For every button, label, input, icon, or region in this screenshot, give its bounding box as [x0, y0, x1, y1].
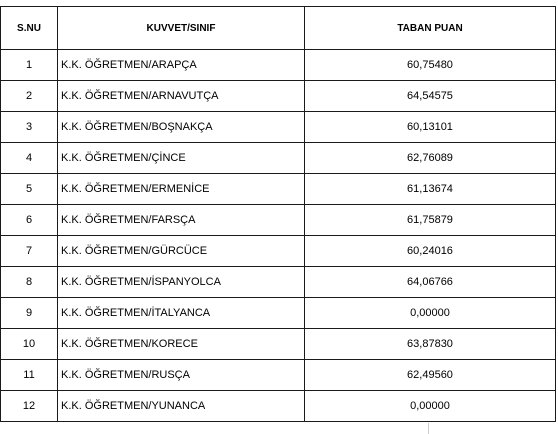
table-row [1, 50, 556, 81]
row-kuvvet-sinif: K.K. ÖĞRETMEN/GÜRCÜCE [58, 236, 305, 267]
table-row [1, 391, 556, 422]
table-row [1, 329, 556, 360]
row-kuvvet-sinif: K.K. ÖĞRETMEN/BOŞNAKÇA [58, 112, 305, 143]
row-taban-puan: 61,75879 [305, 205, 556, 236]
row-kuvvet-sinif: K.K. ÖĞRETMEN/ERMENİCE [58, 174, 305, 205]
row-number: 8 [1, 267, 58, 298]
header-kuvvet-sinif: KUVVET/SINIF [58, 7, 305, 50]
score-table-container [0, 6, 555, 422]
table-row [1, 298, 556, 329]
header-taban-puan: TABAN PUAN [305, 7, 556, 50]
row-number: 12 [1, 391, 58, 422]
row-kuvvet-sinif: K.K. ÖĞRETMEN/FARSÇA [58, 205, 305, 236]
row-kuvvet-sinif: K.K. ÖĞRETMEN/İTALYANCA [58, 298, 305, 329]
table-row [1, 143, 556, 174]
row-taban-puan: 64,54575 [305, 81, 556, 112]
row-taban-puan: 63,87830 [305, 329, 556, 360]
table-row [1, 236, 556, 267]
row-number: 9 [1, 298, 58, 329]
row-taban-puan: 60,75480 [305, 50, 556, 81]
table-row [1, 174, 556, 205]
row-kuvvet-sinif: K.K. ÖĞRETMEN/RUSÇA [58, 360, 305, 391]
row-taban-puan: 64,06766 [305, 267, 556, 298]
row-taban-puan: 61,13674 [305, 174, 556, 205]
table-header-row [1, 7, 556, 50]
row-number: 3 [1, 112, 58, 143]
row-kuvvet-sinif: K.K. ÖĞRETMEN/ARNAVUTÇA [58, 81, 305, 112]
row-taban-puan: 62,49560 [305, 360, 556, 391]
table-row [1, 267, 556, 298]
grid-line-fragment [428, 423, 429, 434]
row-taban-puan: 60,13101 [305, 112, 556, 143]
row-kuvvet-sinif: K.K. ÖĞRETMEN/İSPANYOLCA [58, 267, 305, 298]
table-row [1, 360, 556, 391]
score-table [0, 6, 556, 422]
table-row [1, 81, 556, 112]
row-number: 2 [1, 81, 58, 112]
row-taban-puan: 62,76089 [305, 143, 556, 174]
table-row [1, 112, 556, 143]
row-kuvvet-sinif: K.K. ÖĞRETMEN/YUNANCA [58, 391, 305, 422]
row-number: 7 [1, 236, 58, 267]
row-kuvvet-sinif: K.K. ÖĞRETMEN/KORECE [58, 329, 305, 360]
row-number: 6 [1, 205, 58, 236]
row-number: 11 [1, 360, 58, 391]
header-sn: S.NU [1, 7, 58, 50]
table-row [1, 205, 556, 236]
row-number: 4 [1, 143, 58, 174]
row-kuvvet-sinif: K.K. ÖĞRETMEN/ARAPÇA [58, 50, 305, 81]
row-taban-puan: 0,00000 [305, 391, 556, 422]
row-number: 5 [1, 174, 58, 205]
row-number: 10 [1, 329, 58, 360]
row-number: 1 [1, 50, 58, 81]
row-kuvvet-sinif: K.K. ÖĞRETMEN/ÇİNCE [58, 143, 305, 174]
row-taban-puan: 0,00000 [305, 298, 556, 329]
row-taban-puan: 60,24016 [305, 236, 556, 267]
